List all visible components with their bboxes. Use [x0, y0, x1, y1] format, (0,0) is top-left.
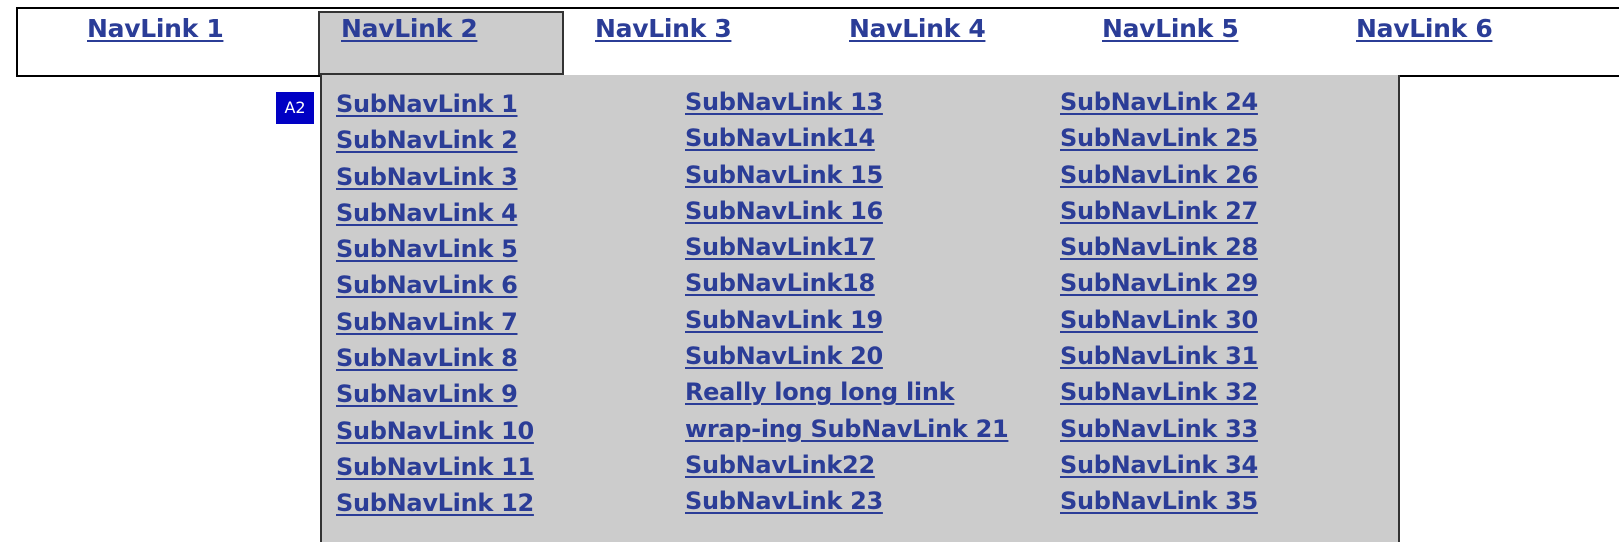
subnav-link[interactable]: SubNavLink 10: [336, 416, 534, 445]
subnav-link[interactable]: SubNavLink 29: [1060, 269, 1258, 298]
subnav-link[interactable]: SubNavLink17: [685, 233, 875, 262]
subnav-link[interactable]: SubNavLink 20: [685, 342, 883, 371]
subnav-link[interactable]: SubNavLink 12: [336, 489, 534, 518]
subnav-link[interactable]: SubNavLink22: [685, 450, 875, 479]
subnav-link[interactable]: SubNavLink 35: [1060, 487, 1258, 516]
subnav-link[interactable]: SubNavLink 25: [1060, 124, 1258, 153]
nav-link-2[interactable]: NavLink 2: [341, 14, 478, 43]
nav-link-4[interactable]: NavLink 4: [849, 14, 986, 43]
subnav-link[interactable]: SubNavLink14: [685, 124, 875, 153]
subnav-link[interactable]: SubNavLink 24: [1060, 88, 1258, 116]
subnav-link[interactable]: SubNavLink 19: [685, 305, 883, 334]
subnav-link[interactable]: SubNavLink 1: [336, 90, 518, 118]
subnav-column-3: [1060, 84, 1258, 520]
subnav-column-2: [685, 84, 1035, 520]
subnav-link[interactable]: SubNavLink 32: [1060, 378, 1258, 407]
subnav-link[interactable]: SubNavLink 34: [1060, 450, 1258, 479]
subnav-link[interactable]: SubNavLink 5: [336, 235, 518, 264]
subnav-link[interactable]: SubNavLink18: [685, 269, 875, 298]
subnav-link[interactable]: SubNavLink 26: [1060, 160, 1258, 189]
subnav-link[interactable]: SubNavLink 27: [1060, 196, 1258, 225]
subnav-link[interactable]: SubNavLink 30: [1060, 305, 1258, 334]
subnav-link[interactable]: SubNavLink 9: [336, 380, 518, 409]
subnav-link[interactable]: SubNavLink 31: [1060, 342, 1258, 371]
subnav-link[interactable]: SubNavLink 13: [685, 88, 883, 116]
subnav-link[interactable]: SubNavLink 4: [336, 198, 518, 227]
subnav-link[interactable]: SubNavLink 16: [685, 196, 883, 225]
subnav-link[interactable]: SubNavLink 6: [336, 271, 518, 300]
subnav-link[interactable]: SubNavLink 33: [1060, 414, 1258, 443]
nav-link-5[interactable]: NavLink 5: [1102, 14, 1239, 43]
subnav-link[interactable]: SubNavLink 3: [336, 162, 518, 191]
subnav-link[interactable]: SubNavLink 28: [1060, 233, 1258, 262]
nav-link-3[interactable]: NavLink 3: [595, 14, 732, 43]
subnav-link[interactable]: SubNavLink 15: [685, 160, 883, 189]
subnav-link[interactable]: SubNavLink 23: [685, 487, 883, 516]
subnav-link[interactable]: Really long long link wrap-ing SubNavLink 21: [685, 378, 1009, 443]
subnav-link[interactable]: SubNavLink 2: [336, 126, 518, 155]
submenu-badge: A2: [276, 92, 314, 124]
subnav-link[interactable]: SubNavLink 11: [336, 452, 534, 481]
nav-link-6[interactable]: NavLink 6: [1356, 14, 1493, 43]
subnav-link[interactable]: SubNavLink 7: [336, 307, 518, 336]
nav-link-1[interactable]: NavLink 1: [87, 14, 224, 43]
subnav-link[interactable]: SubNavLink 8: [336, 344, 518, 373]
subnav-column-1: [336, 86, 534, 522]
